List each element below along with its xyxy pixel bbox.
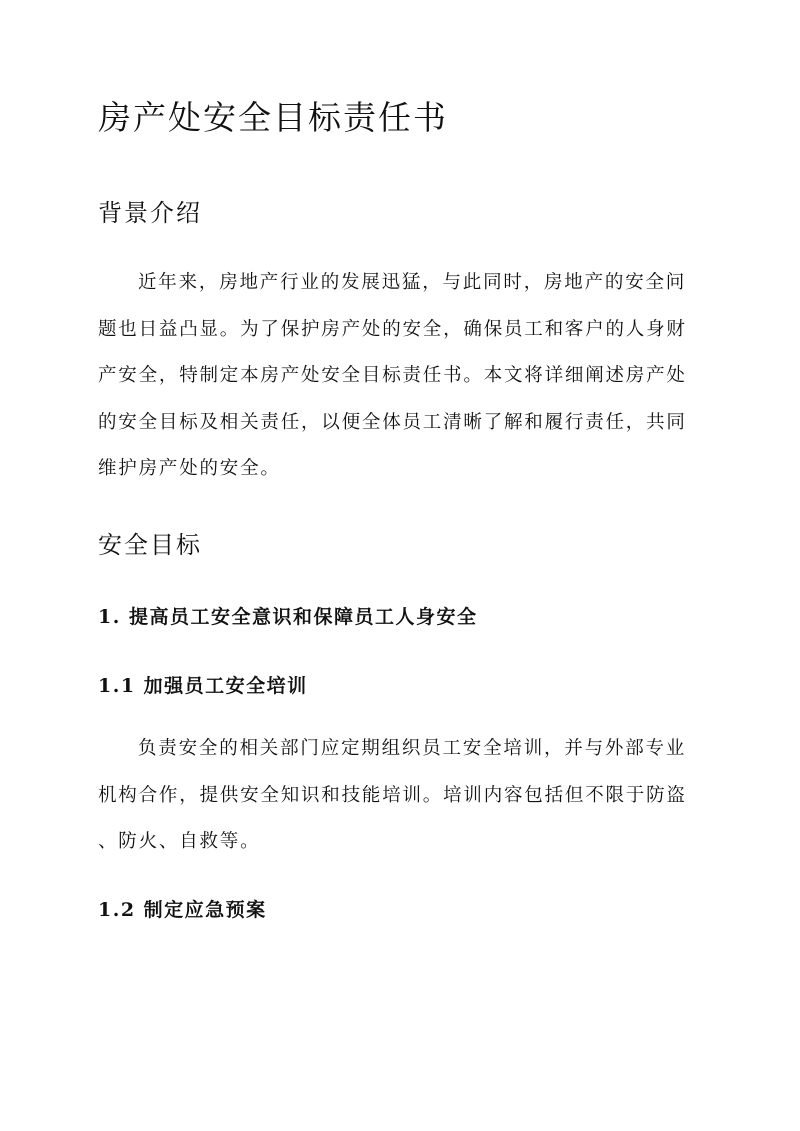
background-paragraph (98, 260, 702, 493)
paragraph-line: 、防火、自救等。 (98, 831, 261, 852)
section-heading-safety-goals: 安全目标 (98, 531, 202, 559)
paragraph-line: 机构合作，提供安全知识和技能培训。培训内容包括但不限于防盗 (98, 784, 687, 806)
paragraph-line: 负责安全的相关部门应定期组织员工安全培训，并与外部专业 (138, 738, 687, 759)
paragraph-line: 题也日益凸显。为了保护房产处的安全，确保员工和客户的人身财 (98, 318, 687, 340)
document-title: 房产处安全目标责任书 (98, 98, 448, 137)
training-paragraph (98, 726, 702, 866)
subsection-heading-1-1: 1.1 加强员工安全培训 (98, 675, 308, 697)
paragraph-line: 近年来，房地产行业的发展迅猛，与此同时，房地产的安全问 (138, 272, 687, 293)
paragraph-line: 维护房产处的安全。 (98, 458, 281, 479)
paragraph-line: 的安全目标及相关责任，以便全体员工清晰了解和履行责任，共同 (98, 411, 687, 433)
subsection-heading-1: 1. 提高员工安全意识和保障员工人身安全 (98, 606, 478, 628)
subsection-heading-1-2: 1.2 制定应急预案 (98, 899, 267, 921)
section-heading-background: 背景介绍 (98, 199, 202, 227)
paragraph-line: 产安全，特制定本房产处安全目标责任书。本文将详细阐述房产处 (98, 365, 687, 386)
